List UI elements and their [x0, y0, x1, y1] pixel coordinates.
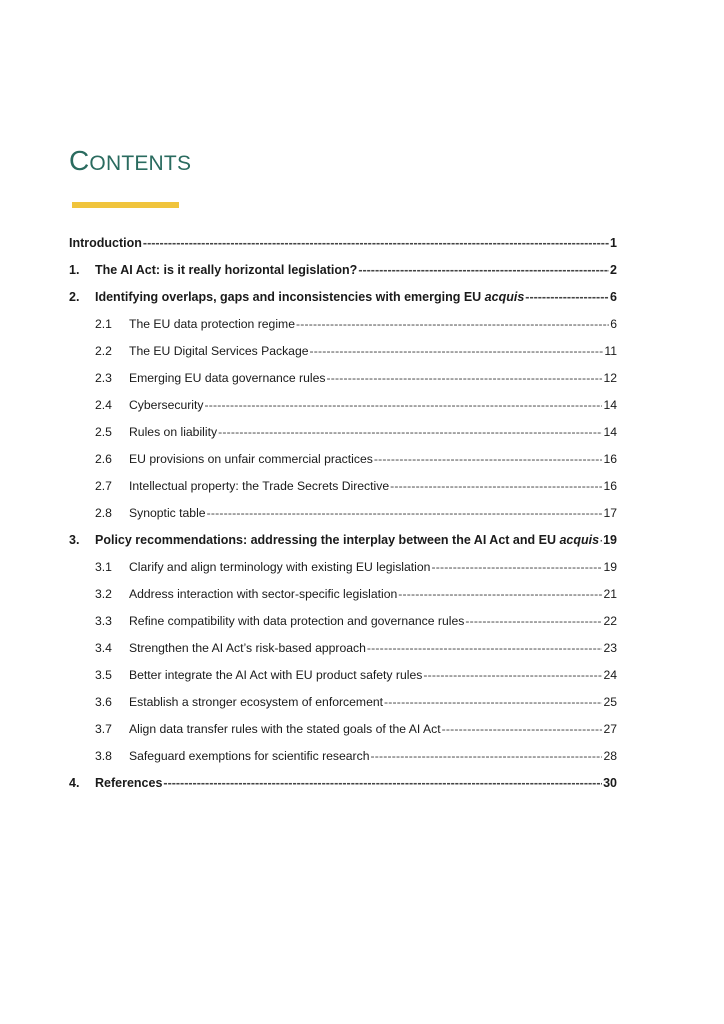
toc-entry-page-number: 30 [603, 776, 617, 790]
toc-entry-title [95, 533, 599, 547]
toc-entry[interactable] [69, 423, 617, 441]
toc-dot-leader [384, 693, 602, 711]
toc-dot-leader [367, 639, 603, 657]
toc-dot-leader [398, 585, 602, 603]
toc-entry-page-number: 28 [603, 749, 617, 763]
toc-dot-leader [465, 612, 602, 630]
toc-entry[interactable] [69, 477, 617, 495]
toc-entry-number: 2.1 [95, 317, 112, 331]
toc-entry[interactable] [69, 288, 617, 306]
toc-dot-leader [326, 369, 602, 387]
toc-entry-title [95, 263, 357, 277]
toc-entry-number: 3.2 [95, 587, 112, 601]
toc-entry[interactable] [69, 396, 617, 414]
toc-dot-leader [163, 774, 602, 792]
toc-entry-title-text: The EU Digital Services Package [129, 344, 309, 358]
toc-entry-title [129, 344, 309, 358]
toc-entry-title-text: Clarify and align terminology with existing EU legislation [129, 560, 431, 574]
toc-entry-title [129, 506, 206, 520]
toc-entry-title-text: Intellectual property: the Trade Secrets Directive [129, 479, 390, 493]
toc-entry-number: 2.6 [95, 452, 112, 466]
toc-entry-page-number: 12 [603, 371, 617, 385]
toc-entry-title-text: Introduction [69, 236, 142, 250]
toc-dot-leader [423, 666, 602, 684]
toc-entry-title [129, 398, 204, 412]
toc-entry[interactable] [69, 720, 617, 738]
toc-dot-leader [218, 423, 602, 441]
toc-entry-number: 3.3 [95, 614, 112, 628]
toc-entry[interactable] [69, 558, 617, 576]
toc-entry-title-text: The AI Act: is it really horizontal legislation? [95, 263, 358, 277]
toc-entry-page-number: 24 [603, 668, 617, 682]
toc-entry-page-number: 17 [603, 506, 617, 520]
toc-entry-title [129, 452, 373, 466]
toc-entry[interactable] [69, 693, 617, 711]
toc-entry-title [129, 722, 441, 736]
toc-entry-page-number: 1 [610, 236, 617, 250]
toc-entry-number: 2.7 [95, 479, 112, 493]
toc-entry-page-number: 27 [603, 722, 617, 736]
toc-entry[interactable] [69, 504, 617, 522]
toc-entry-number: 2.4 [95, 398, 112, 412]
toc-entry[interactable] [69, 531, 617, 549]
toc-entry-title-text: Policy recommendations: addressing the interplay between the AI Act and EU [95, 533, 560, 547]
toc-entry-title-italic: acquis [484, 290, 525, 304]
toc-entry[interactable] [69, 450, 617, 468]
toc-entry-number: 3. [69, 533, 80, 547]
toc-entry-title-text: Rules on liability [129, 425, 218, 439]
toc-entry-title-text: Synoptic table [129, 506, 206, 520]
toc-entry-title-text: Refine compatibility with data protection and governance rules [129, 614, 465, 628]
toc-dot-leader [600, 531, 602, 549]
toc-entry-title [129, 371, 325, 385]
toc-entry-page-number: 19 [603, 560, 617, 574]
toc-dot-leader [296, 315, 609, 333]
toc-entry-number: 4. [69, 776, 80, 790]
toc-dot-leader [431, 558, 602, 576]
toc-entry-page-number: 16 [603, 452, 617, 466]
toc-dot-leader [205, 396, 603, 414]
toc-entry[interactable] [69, 666, 617, 684]
contents-heading [69, 145, 191, 177]
toc-entry[interactable] [69, 342, 617, 360]
toc-entry-title-text: Emerging EU data governance rules [129, 371, 326, 385]
toc-entry[interactable] [69, 369, 617, 387]
toc-entry-title-text: Safeguard exemptions for scientific research [129, 749, 370, 763]
toc-entry-page-number: 21 [603, 587, 617, 601]
toc-dot-leader [390, 477, 602, 495]
toc-entry-number: 3.6 [95, 695, 112, 709]
toc-entry-title [129, 587, 397, 601]
toc-entry[interactable] [69, 585, 617, 603]
toc-dot-leader [143, 234, 609, 252]
toc-entry-number: 2. [69, 290, 80, 304]
toc-entry[interactable] [69, 639, 617, 657]
toc-entry-title [69, 236, 142, 250]
heading-rest: ONTENTS [89, 152, 192, 175]
toc-entry-number: 2.2 [95, 344, 112, 358]
toc-entry-title [95, 776, 162, 790]
toc-entry-title [129, 695, 383, 709]
toc-entry[interactable] [69, 315, 617, 333]
toc-entry-title-text: Cybersecurity [129, 398, 204, 412]
toc-entry-page-number: 25 [603, 695, 617, 709]
toc-entry-title [129, 641, 366, 655]
toc-entry-title [129, 749, 369, 763]
toc-entry-page-number: 14 [603, 425, 617, 439]
toc-entry-page-number: 22 [603, 614, 617, 628]
toc-entry-number: 2.8 [95, 506, 112, 520]
toc-dot-leader [525, 288, 609, 306]
toc-entry-number: 3.7 [95, 722, 112, 736]
toc-entry-title-text: Better integrate the AI Act with EU product safety rules [129, 668, 423, 682]
toc-dot-leader [374, 450, 603, 468]
toc-entry-number: 3.4 [95, 641, 112, 655]
toc-entry-number: 1. [69, 263, 80, 277]
toc-entry-title-text: Address interaction with sector-specific legislation [129, 587, 398, 601]
toc-entry-title-text: References [95, 776, 163, 790]
toc-entry-number: 2.3 [95, 371, 112, 385]
toc-dot-leader [370, 747, 602, 765]
toc-entry-title [129, 479, 389, 493]
toc-dot-leader [310, 342, 604, 360]
toc-entry-page-number: 23 [603, 641, 617, 655]
toc-entry-number: 2.5 [95, 425, 112, 439]
toc-entry[interactable] [69, 747, 617, 765]
toc-entry-title-text: Align data transfer rules with the stated goals of the AI Act [129, 722, 441, 736]
toc-entry[interactable] [69, 261, 617, 279]
toc-entry-title [129, 317, 295, 331]
toc-entry[interactable] [69, 774, 617, 792]
toc-entry-title-italic: acquis [559, 533, 600, 547]
toc-entry-number: 3.5 [95, 668, 112, 682]
accent-bar [72, 202, 179, 208]
heading-initial: C [69, 145, 90, 176]
toc-dot-leader [358, 261, 609, 279]
toc-entry-page-number: 6 [610, 290, 617, 304]
toc-entry-title [129, 668, 422, 682]
toc-entry-title-text: The EU data protection regime [129, 317, 295, 331]
toc-entry-page-number: 14 [603, 398, 617, 412]
toc-entry-title-text: Establish a stronger ecosystem of enforcement [129, 695, 384, 709]
toc-entry-page-number: 19 [603, 533, 617, 547]
toc-entry-title-text: Identifying overlaps, gaps and inconsistencies with emerging EU [95, 290, 485, 304]
toc-entry-title-text: Strengthen the AI Act’s risk-based approach [129, 641, 366, 655]
toc-entry-title [129, 614, 464, 628]
toc-entry-title [95, 290, 524, 304]
toc-entry-page-number: 11 [604, 344, 617, 358]
toc-entry-page-number: 6 [610, 317, 617, 331]
toc-dot-leader [442, 720, 603, 738]
toc-entry-number: 3.1 [95, 560, 112, 574]
toc-entry[interactable] [69, 234, 617, 252]
toc-entry-title [129, 425, 217, 439]
toc-entry-title [129, 560, 430, 574]
toc-entry-page-number: 16 [603, 479, 617, 493]
toc-entry-number: 3.8 [95, 749, 112, 763]
toc-dot-leader [207, 504, 603, 522]
toc-entry-page-number: 2 [610, 263, 617, 277]
toc-entry-title-text: EU provisions on unfair commercial practices [129, 452, 373, 466]
toc-entry[interactable] [69, 612, 617, 630]
